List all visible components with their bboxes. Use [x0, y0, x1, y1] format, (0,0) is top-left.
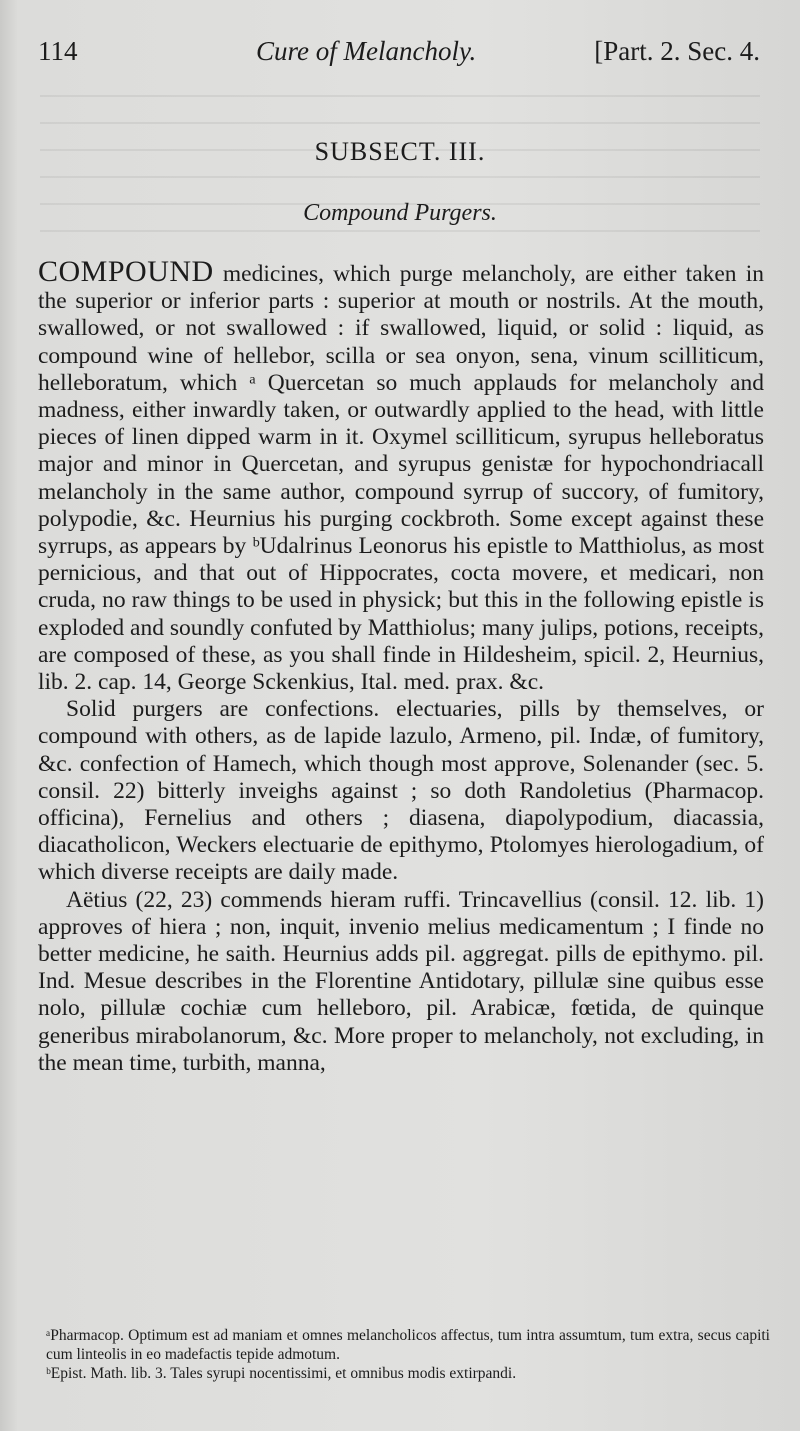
footnote-a: ᵃPharmacop. Optimum est ad maniam et omnes melancholicos affectus, tum intra assumtum, tum extra, secus capiti cum linteolis in eo madefactis tepide admotum. — [46, 1327, 770, 1363]
paragraph-1 — [38, 255, 764, 696]
subsection-heading: SUBSECT. III. — [314, 137, 486, 166]
paragraph-3: Aëtius (22, 23) commends hieram ruffi. Trincavellius (consil. 12. lib. 1) approves of hiera ; non, inquit, invenio melius medicamentum ; I finde no better medicine, he saith. Heurnius adds pil. aggregat. pills de epithymo. pil. Ind. Mesue describes in the Florentine Antidotary, pillulæ sine quibus esse nolo, pillulæ cochiæ cum helleboro, pil. Arabicæ, fœtida, de quinque generibus mirabolanorum, &c. More proper to melancholy, not excluding, in the mean time, turbith, manna, — [38, 886, 764, 1076]
running-head — [38, 36, 760, 76]
paragraph-2: Solid purgers are confections. electuaries, pills by themselves, or compound with others, as de lapide lazulo, Armeno, pil. Indæ, of fumitory, &c. confection of Hamech, which though most approve, Solenander (sec. 5. consil. 22) bitterly inveighs against ; so doth Randoletius (Pharmacop. officina), Fernelius and others ; diasena, diapolypodium, diacassia, diacatholicon, Weckers electuarie de epithymo, Ptolomyes hierologadium, of which diverse receipts are daily made. — [38, 696, 764, 886]
section-reference: [Part. 2. Sec. 4. — [594, 36, 760, 66]
footnote-b: ᵇEpist. Math. lib. 3. Tales syrupi nocentissimi, et omnibus modis extirpandi. — [46, 1365, 517, 1382]
page-number: 114 — [38, 36, 78, 66]
opening-word: COMPOUND — [38, 255, 214, 288]
subsection-title: Compound Purgers. — [303, 200, 497, 226]
show-through-text — [40, 95, 760, 255]
body-text — [38, 255, 764, 1077]
running-title: Cure of Melancholy. — [256, 36, 477, 66]
paragraph-1-text: medicines, which purge melancholy, are either taken in the superior or inferior parts : superior at mouth or nostrils. At the mouth, swallowed, or not swallowed : if swallowed, liquid, or solid : liquid, as compound wine of hellebor, scilla or sea onyon, sena, vinum scilliticum, helleboratum, which ᵃ Quercetan so much applauds for melancholy and madness, either inwardly taken, or outwardly applied to the head, with little pieces of linen dipped warm in it. Oxymel scilliticum, syrupus helleboratus major and minor in Quercetan, and syrupus genistæ for hypochondriacall melancholy in the same author, compound syrrup of succory, of fumitory, polypodie, &c. Heurnius his purging cockbroth. Some except against these syrrups, as appears by ᵇUdalrinus Leonorus his epistle to Matthiolus, as most pernicious, and that out of Hippocrates, cocta movere, et medicari, non cruda, no raw things to be used in physick; but this in the following epistle is exploded and soundly confuted by Matthiolus; many julips, potions, receipts, are composed of these, as you shall finde in Hildesheim, spicil. 2, Heurnius, lib. 2. cap. 14, George Sckenkius, Ital. med. prax. &c. — [38, 261, 764, 696]
footnotes — [46, 1326, 770, 1383]
